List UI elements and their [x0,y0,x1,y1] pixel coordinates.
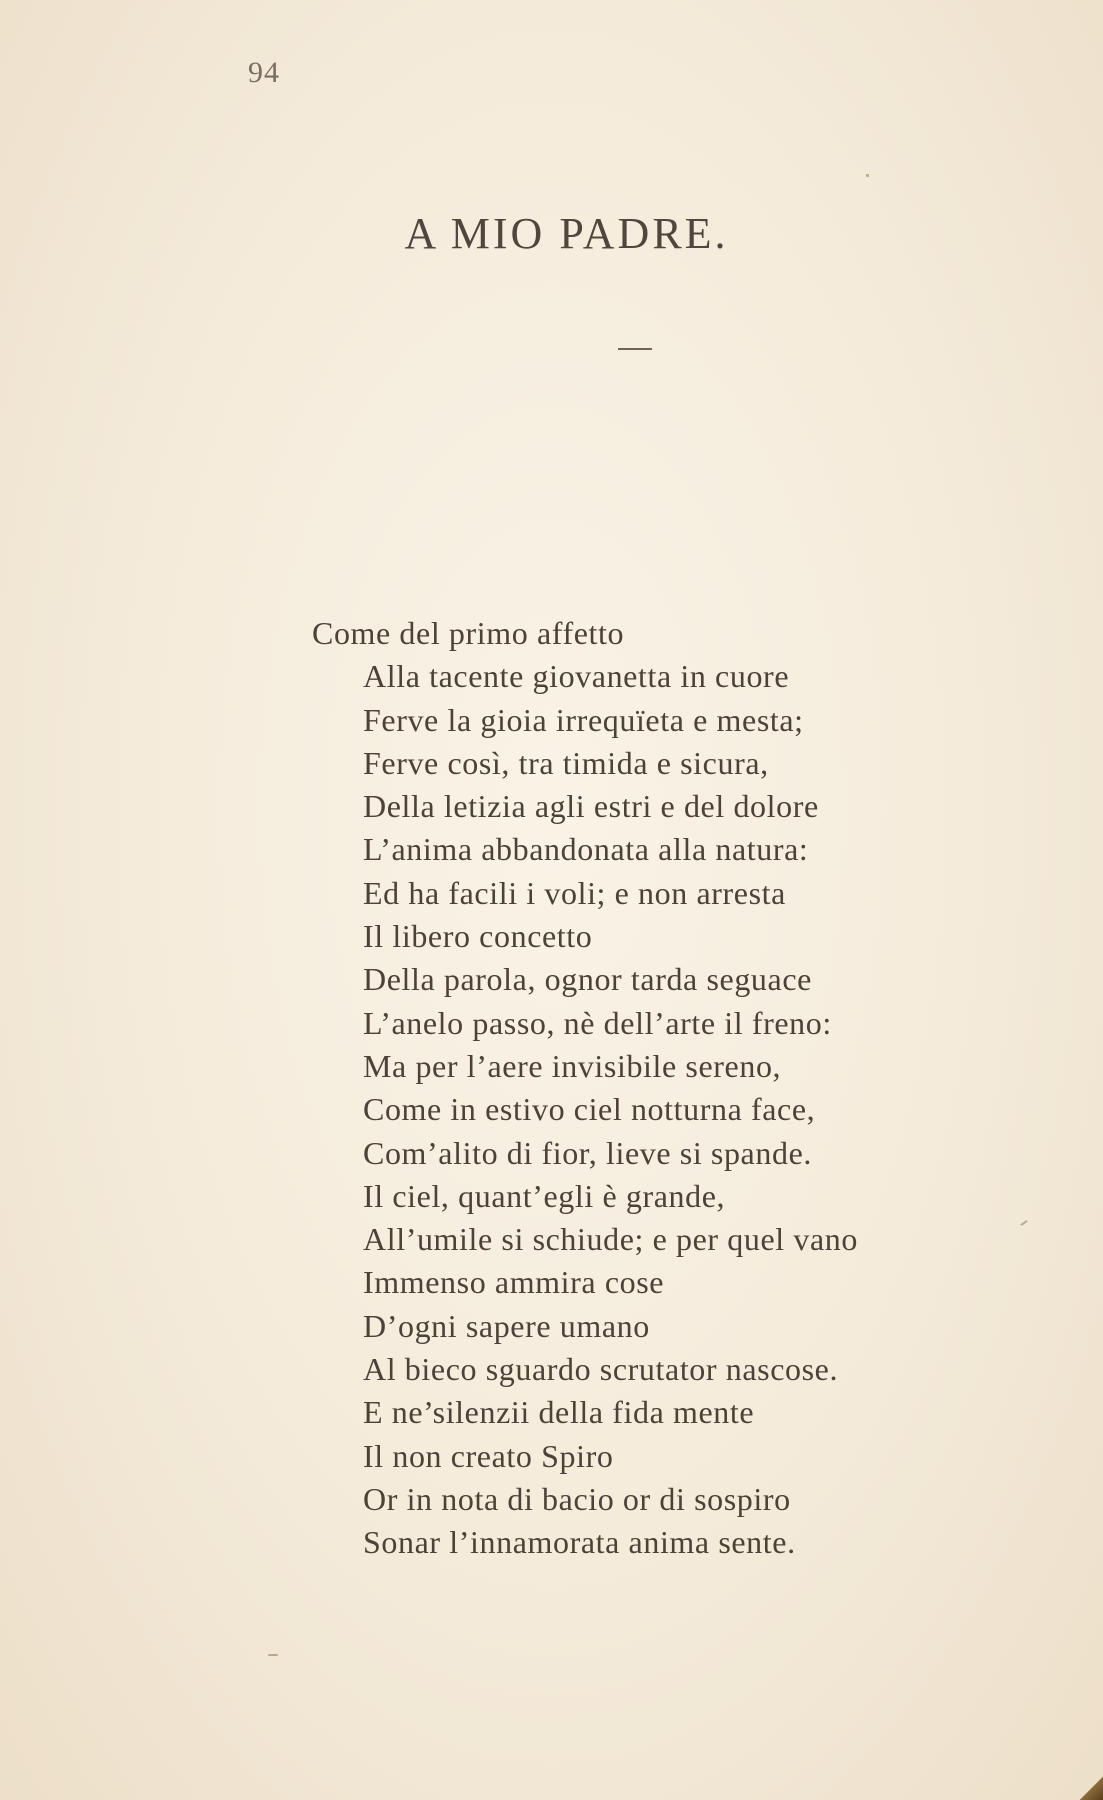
poem-line: All’umile si schiude; e per quel vano [363,1221,858,1258]
poem-line: Il libero concetto [363,918,593,955]
poem-line: Immenso ammira cose [363,1264,665,1301]
poem-line: L’anelo passo, nè dell’arte il freno: [363,1004,832,1041]
poem-line: D’ogni sapere umano [363,1307,650,1344]
poem-line: E ne’silenzii della fida mente [363,1394,755,1431]
poem-line: Alla tacente giovanetta in cuore [363,658,790,695]
poem-line: Della letizia agli estri e del dolore [363,788,819,825]
poem-text [312,612,858,1565]
title-separator [618,348,652,350]
poem-line: Sonar l’innamorata anima sente. [363,1524,796,1561]
poem-line: Il ciel, quant’egli è grande, [363,1177,726,1214]
poem-line: Al bieco sguardo scrutator nascose. [363,1351,839,1388]
poem-line: Ferve la gioia irrequïeta e mesta; [363,701,804,738]
page-corner-stain [1073,1770,1103,1800]
poem-line: Il non creato Spiro [363,1437,614,1474]
poem-line: Come del primo affetto [312,615,625,651]
poem-line: Ferve così, tra timida e sicura, [363,744,769,781]
poem-line: Ma per l’aere invisibile sereno, [363,1047,782,1084]
poem-line: Or in nota di bacio or di sospiro [363,1480,791,1517]
paper-speck [866,174,869,177]
poem-line: Ed ha facili i voli; e non arresta [363,874,786,911]
poem-title: A MIO PADRE. [404,209,729,258]
poem-line: L’anima abbandonata alla natura: [363,831,809,868]
paper-speck [1020,1220,1028,1226]
page-number: 94 [248,56,280,89]
poem-line: Della parola, ognor tarda seguace [363,961,812,998]
poem-line: Com’alito di fior, lieve si spande. [363,1134,812,1171]
paper-speck [268,1654,278,1656]
poem-line: Come in estivo ciel notturna face, [363,1091,816,1128]
